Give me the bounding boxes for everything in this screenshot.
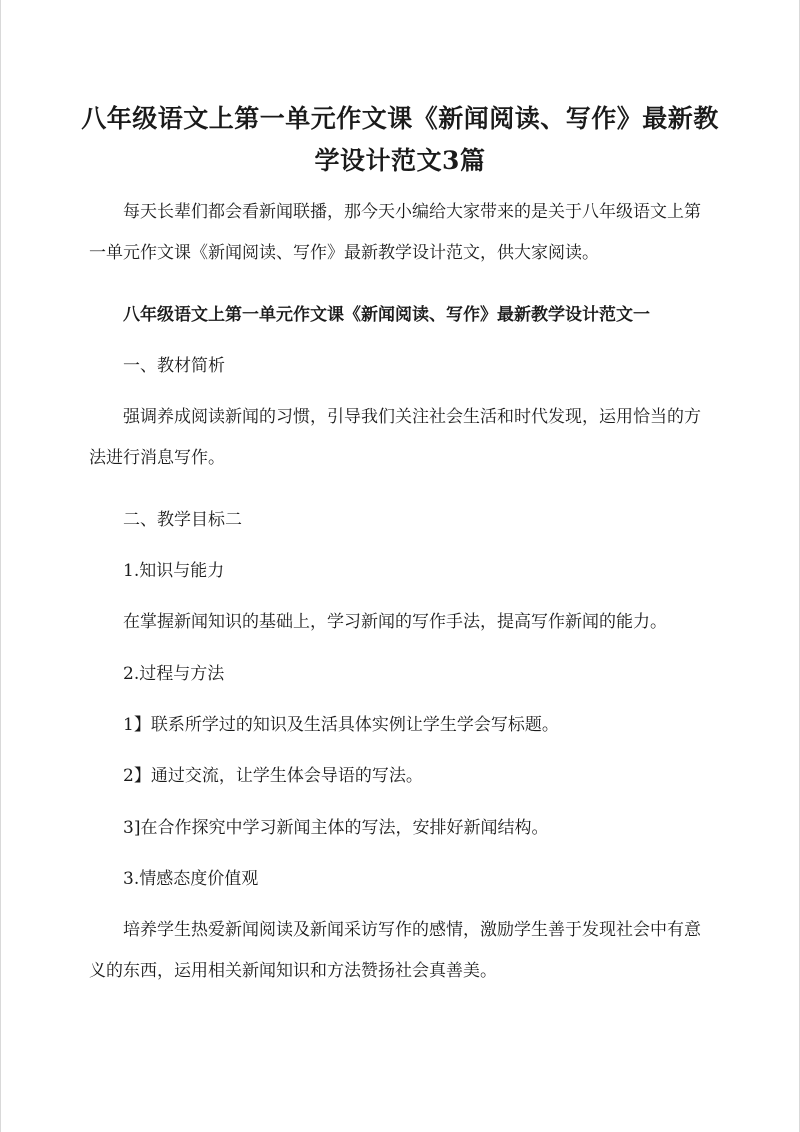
intro-paragraph: 每天长辈们都会看新闻联播，那今天小编给大家带来的是关于八年级语文上第一单元作文课《新闻阅读、写作》最新教学设计范文，供大家阅读。 bbox=[89, 202, 701, 263]
emotion-values-paragraph: 培养学生热爱新闻阅读及新闻采访写作的感情，激励学生善于发现社会中有意义的东西，运用相关新闻知识和方法赞扬社会真善美。 bbox=[89, 920, 701, 981]
heading-knowledge-ability: 1.知识与能力 bbox=[123, 561, 225, 581]
process-item-1: 1】联系所学过的知识及生活具体实例让学生学会写标题。 bbox=[123, 715, 559, 735]
document-title: 八年级语文上第一单元作文课《新闻阅读、写作》最新教学设计范文3篇 bbox=[81, 104, 719, 175]
heading-textbook-analysis: 一、教材简析 bbox=[123, 356, 225, 376]
heading-teaching-goals: 二、教学目标二 bbox=[123, 510, 242, 530]
textbook-analysis-paragraph: 强调养成阅读新闻的习惯，引导我们关注社会生活和时代发现，运用恰当的方法进行消息写作。 bbox=[89, 407, 701, 468]
process-item-3: 3]在合作探究中学习新闻主体的写法，安排好新闻结构。 bbox=[123, 818, 549, 838]
knowledge-ability-paragraph: 在掌握新闻知识的基础上，学习新闻的写作手法，提高写作新闻的能力。 bbox=[123, 612, 667, 632]
heading-emotion-values: 3.情感态度价值观 bbox=[123, 869, 259, 889]
heading-process-method: 2.过程与方法 bbox=[123, 664, 225, 684]
page-left-border bbox=[0, 0, 1, 1132]
section-heading-1: 八年级语文上第一单元作文课《新闻阅读、写作》最新教学设计范文一 bbox=[123, 305, 650, 325]
process-item-2: 2】通过交流，让学生体会导语的写法。 bbox=[123, 766, 423, 786]
